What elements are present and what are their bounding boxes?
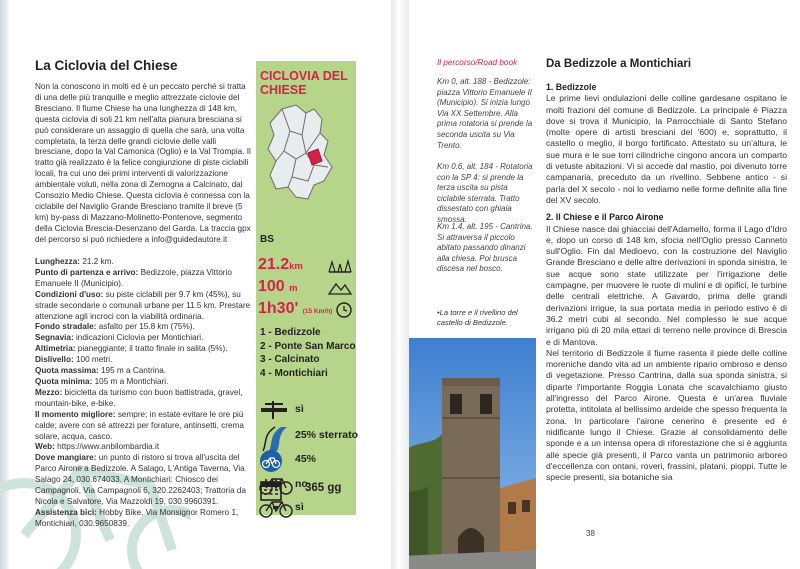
lombardy-map-icon [262,101,342,221]
roadbook-entry: Km 0.6, alt. 184 - Rotatoria con la SP 4: si prende la terza uscita su pista ciclabile sterrata. Tratto dissestato con ghiaia smossa. [437,162,533,224]
stage-item: 4 - Montichiari [260,367,328,379]
section-title: Da Bedizzole a Montichiari [546,58,692,70]
gravel-row [259,425,359,451]
fact-value: su piste ciclabili per 9.7 km (45%), su strade secondarie o comunali urbane per 11.5 km. Prestare attenzione agli incroci con la viabilità ordinaria. [35,289,251,321]
calendar-icon [259,478,283,502]
fact-value: indicazioni Ciclovia per Montichiari. [75,333,204,343]
section-paragraph: Il Chiese nasce dai ghiacciai dell'Adamello, forma il Lago d'Idro e, dopo un corso di 148 km, sfocia nell'Oglio presso Canneto sull'Oglio. Fin dal Medioevo, con la costruzione del Naviglio Grande Bresciano e delle altre derivazioni in sponda sinistra, le sue acque sono state utilizzate per l'irrigazione delle campagne, per muovere le ruote di mulini e di opifici, le turbine delle centrali elettriche. A Gavardo, prima delle grandi derivazioni irrigue, la sua portata media in periodo estivo è di 36.2 metri cubi al secondo. Nel complesso le sue acque irrigano più di 20 mila ettari di terreno nelle province di Brescia e di Mantova. [546,223,787,347]
roadbook-entry: Km 1.4, alt. 195 - Cantrina. Si attraversa il piccolo abitato passando dinanzi alla chiesa. Poi brusca discesa nel bosco. [437,222,533,274]
fact-value: Bedizzole, piazza Vittorio Emanuele II (Municipio). [35,267,232,288]
elevation-unit: m [289,283,298,294]
gravel-road-icon [259,425,289,451]
fact-label: Lunghezza: [35,257,81,266]
distance-unit: km [289,261,303,272]
castle-tower-photo [400,338,536,569]
fact-label: Mezzo: [35,387,63,397]
fact-row [35,453,251,508]
fact-label: Quota minima: [35,376,93,386]
duration-stat [258,300,354,322]
province-label: BS [260,234,274,245]
fact-value: 21.2 km. [82,257,114,266]
elevation-icon [328,280,352,296]
distance-value: 21.2 [258,256,290,273]
surface-row [259,399,354,425]
stage-item: 2 - Ponte San Marco [260,340,356,352]
duration-value: 1h30' [258,300,299,317]
section-body [546,82,787,483]
clock-icon [328,302,352,318]
fact-row [35,410,251,443]
fact-row [35,333,251,344]
fact-label: Fondo stradale: [35,322,97,332]
stages-list [260,326,356,380]
days-value: 365 gg [305,482,342,494]
fact-row [35,508,251,530]
bike-path-icon [259,449,283,473]
days-row [259,478,354,504]
fact-label: Dislivello: [35,355,74,365]
fact-label: Segnavia: [35,333,74,343]
intro-paragraph [35,82,251,246]
fact-value: bicicletta da turismo con buon battistrada, gravel, mountain-bike, e-bike. [35,387,243,408]
fact-value: un punto di ristoro si trova all'uscita del Parco Airone a Bedizzole. A Salago, L'Antiga Taverna, Via Salago 24, 030.674033. A Montichiari: Chiosco dei Campagnoli, Via Campagnoli 6, 320.2262403; Trattoria da Nicola e Salvatore, Via Mazzoldi 19, 030.9960391. [35,453,247,506]
ebike-flag: sì [295,501,304,513]
facts-list [35,257,251,530]
page-number: 38 [586,529,595,538]
section-paragraph: Nel territorio di Bedizzole il fiume rasenta il piede delle colline moreniche dando vita ad un ambiente ripario ombroso e denso di vegetazione. Presso Cantrina, dalla sua sponda sinistra, si diparte l'importante Roggia Lonata che scavalchiamo giusto all'ingresso del Parco Airone. Questa è un'area fluviale protetta, intitolata al bellissimo ardeide che spesso frequenta la zona. In particolare l'airone cenerino è presente ed è nidificante lungo il Chiese. Grazie al consolidamento delle sponde e a un intensa opera di riforestazione che si è aggiunta alle specie già presenti, il Parco vanta un patrimonio arboreo d'eccellenza con ontani, roveri, frassini, platani, pioppi. Tutte le specie presenti, sia botaniche sia [546,347,787,483]
fact-value: 105 m a Montichiari. [94,376,169,386]
book-gutter [391,0,409,569]
bike-path-percent: 45% [295,453,317,465]
section-heading: 1. Bedizzole [546,82,597,92]
elevation-stat [258,278,354,300]
fact-row [35,442,251,453]
fact-row [35,355,251,366]
route-stats [258,256,354,322]
section-heading: 2. Il Chiese e il Parco Airone [546,212,664,223]
fact-value: sempre; in estate evitare le ore più calde; avere con sé attrezzi per forature, antinsetti, crema solare, acqua, casco. [35,409,244,441]
roadbook-entry: Km 0, alt. 188 - Bedizzole: piazza Vittorio Emanuele II (Municipio). Si inizia lungo Via XX Settembre. Alla prima rotatoria si prende la seconda uscita su Via Trento. [437,77,533,150]
intro-text: Non la conoscono in molti ed è un peccato perché si tratta di una delle più tranquille e meglio attrezzate ciclovie del Bresciano. Il fiume Chiese ha una lunghezza di 148 km, questa ciclovia di soli 21 km nell'alta pianura bresciana si può considerare un assaggio di quella che sarà, una volta completata, la terza delle grandi ciclovie delle valli bresciane, dopo la Val Camonica (Oglio) e la Val Trompia. Il tratto già realizzato è la felice congiunzione di piste ciclabili locali, fra cui uno dei primi interventi di valorizzazione ambientale voluti, nella zona di Zemogna a Calcinato, dal Consozio Medio Chiese. Questa ciclovia è connessa con la ciclabile del Naviglio Grande Bresciano tramite il breve (5 km) by-pass di Mazzano-Molinetto-Pontenove, segmento della Ciclovia Brescia-Desenzano del Garda. La traccia gpx del percorso si può richiedere a info@guidedautore.it [35,82,251,244]
fact-label: Punto di partenza e arrivo: [35,267,139,277]
road-sign-icon [259,399,289,421]
stage-item: 1 - Bedizzole [260,327,321,338]
fact-label: Dove mangiare: [35,453,97,463]
fact-label: Web: [35,442,55,452]
fact-row [35,290,251,323]
bike-flag: no [295,478,308,490]
fact-row [35,344,251,355]
right-page [400,0,800,569]
info-box [256,61,359,515]
fact-label: Il momento migliore: [35,409,116,419]
fact-row [35,366,251,377]
photo-caption: •La torre e il rivellino del castello di Bedizzole. [437,308,518,327]
gravel-percent: 25% sterrato [295,429,359,441]
bikepath-row [259,449,354,475]
fact-value: pianeggiante; il tratto finale in salita (5%). [77,344,228,354]
fact-value: asfalto per 15.8 km (75%). [98,322,195,332]
fact-label: Condizioni d'uso: [35,289,104,299]
surface-flag: sì [295,403,304,415]
fact-value: Hobby Bike, Via Monsignor Romero 1, Montichiari, 030.9650839. [35,507,239,528]
info-box-title: CICLOVIA DEL CHIESE [260,69,348,97]
fact-row [35,257,251,268]
distance-icon [328,258,352,274]
fact-label: Altimetria: [35,344,76,354]
section-paragraph: Le prime lievi ondulazioni delle colline gardesane ospitano le molti frazioni del comune di Bedizzole. La principale è Piazza dove si trova il Municipio, la Parrocchiale di Santo Stefano (molte opere di artisti bresciani del '600) e, soprattutto, il castello o meglio, il borgo fortificato. Attestato su un'altura, le sue mura e le sue torri cilindriche cingono ancora un comparto di vetuste abitazioni. Vi si accede dal mastio, poi divenuto torre campanaria, preceduto da un rivellino. Sebbene antico - si parla del X secolo - noi lo vediamo nelle forme definite alla fine del XV secolo. [546,93,787,205]
fact-row [35,388,251,410]
fact-value: 100 metri. [75,355,113,365]
roadbook-header: Il percorso/Road book [437,58,518,67]
elevation-value: 100 [258,278,285,295]
fact-value: 195 m a Cantrina. [100,366,167,376]
fact-label: Quota massima: [35,366,99,376]
fact-value[interactable]: https://www.anbilombardia.it [57,442,160,452]
fact-label: Assistenza bici: [35,507,97,517]
article-title: La Ciclovia del Chiese [35,58,178,73]
distance-stat [258,256,354,278]
fact-row [35,322,251,333]
fact-row [35,268,251,290]
speed-note: (15 Km/h) [302,308,333,315]
stage-item: 3 - Calcinato [260,354,320,365]
fact-row [35,377,251,388]
